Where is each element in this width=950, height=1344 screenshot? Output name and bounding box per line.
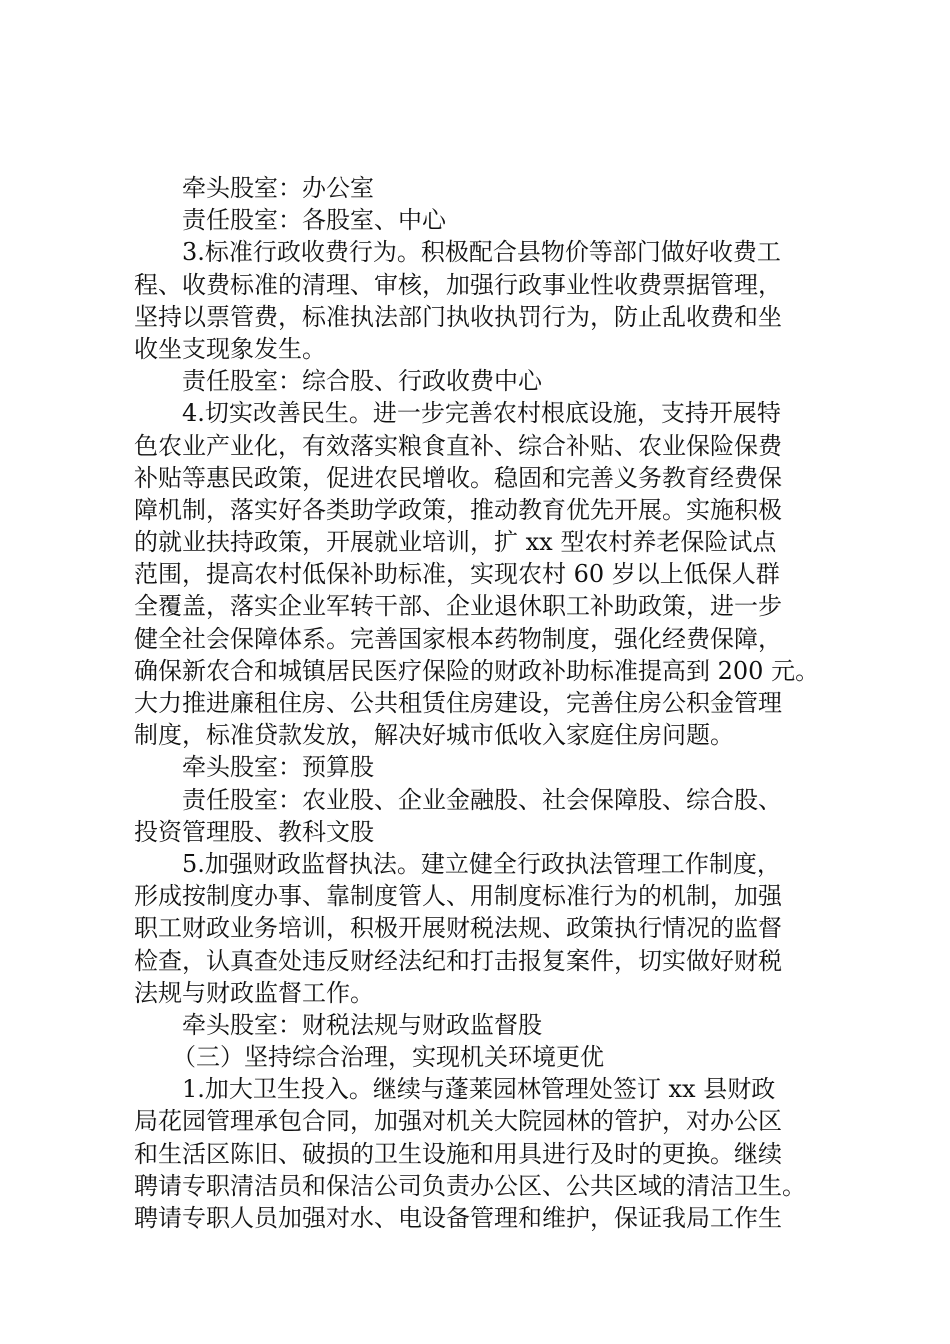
text-line: 确保新农合和城镇居民医疗保险的财政补助标准提高到 200 元。 <box>134 656 820 685</box>
text-line: 制度，标准贷款发放，解决好城市低收入家庭住房问题。 <box>134 721 734 750</box>
text-line: 补贴等惠民政策，促进农民增收。稳固和完善义务教育经费保 <box>134 463 782 492</box>
text-line: 职工财政业务培训，积极开展财税法规、政策执行情况的监督 <box>134 914 782 943</box>
text-line: 健全社会保障体系。完善国家根本药物制度，强化经费保障， <box>134 624 782 653</box>
text-line: 法规与财政监督工作。 <box>134 978 374 1007</box>
text-line: 障机制，落实好各类助学政策，推动教育优先开展。实施积极 <box>134 495 782 524</box>
text-line: 牵头股室：办公室 <box>182 174 374 202</box>
text-line: 大力推进廉租住房、公共租赁住房建设，完善住房公积金管理 <box>134 689 782 717</box>
text-line: 责任股室：综合股、行政收费中心 <box>182 367 542 396</box>
text-line: 投资管理股、教科文股 <box>134 817 374 846</box>
text-line: 3.标准行政收费行为。积极配合县物价等部门做好收费工 <box>182 238 781 267</box>
text-line: 色农业产业化，有效落实粮食直补、综合补贴、农业保险保费 <box>134 431 782 460</box>
text-line: 牵头股室：预算股 <box>182 753 374 782</box>
text-line: 责任股室：各股室、中心 <box>182 206 446 235</box>
text-line: 牵头股室：财税法规与财政监督股 <box>182 1010 542 1039</box>
text-line: 形成按制度办事、靠制度管人、用制度标准行为的机制，加强 <box>134 882 782 911</box>
text-line: 程、收费标准的清理、审核，加强行政事业性收费票据管理， <box>134 270 782 299</box>
text-line: 收坐支现象发生。 <box>134 334 326 363</box>
text-line: （三）坚持综合治理，实现机关环境更优 <box>172 1043 604 1072</box>
text-line: 全覆盖，落实企业军转干部、企业退休职工补助政策，进一步 <box>134 592 782 621</box>
text-line: 聘请专职人员加强对水、电设备管理和维护，保证我局工作生 <box>134 1204 782 1232</box>
text-line: 坚持以票管费，标准执法部门执收执罚行为，防止乱收费和坐 <box>134 302 782 331</box>
text-line: 和生活区陈旧、破损的卫生设施和用具进行及时的更换。继续 <box>134 1139 782 1168</box>
text-line: 5.加强财政监督执法。建立健全行政执法管理工作制度， <box>182 849 781 878</box>
document-body <box>134 172 834 1234</box>
text-line: 范围，提高农村低保补助标准，实现农村 60 岁以上低保人群 <box>134 560 780 589</box>
text-line: 责任股室：农业股、企业金融股、社会保障股、综合股、 <box>182 785 782 814</box>
text-line: 4.切实改善民生。进一步完善农村根底设施，支持开展特 <box>182 399 781 428</box>
text-line: 聘请专职清洁员和保洁公司负责办公区、公共区域的清洁卫生。 <box>134 1171 806 1200</box>
text-line: 的就业扶持政策，开展就业培训，扩 xx 型农村养老保险试点 <box>134 528 777 557</box>
text-line: 检查，认真查处违反财经法纪和打击报复案件，切实做好财税 <box>134 946 782 975</box>
text-line: 局花园管理承包合同，加强对机关大院园林的管护，对办公区 <box>134 1107 782 1136</box>
text-line: 1.加大卫生投入。继续与蓬莱园林管理处签订 xx 县财政 <box>182 1075 776 1104</box>
